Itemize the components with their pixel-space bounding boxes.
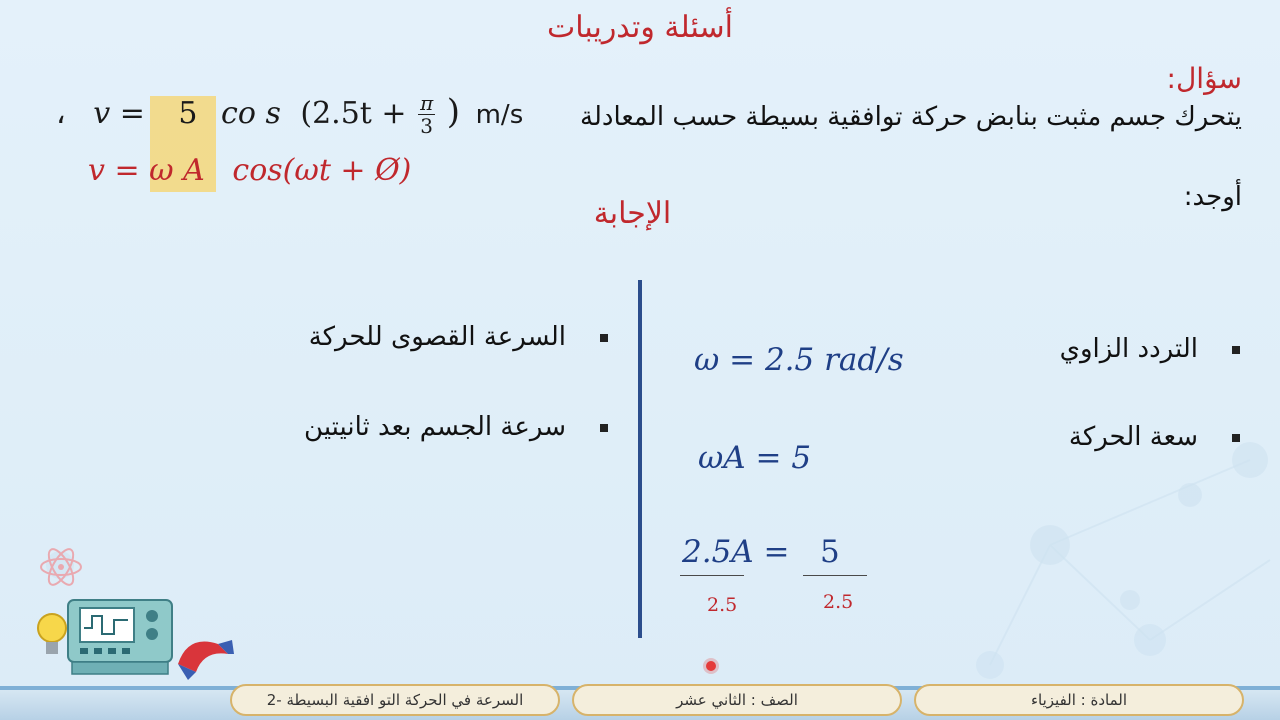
- bullet-icon: [1232, 346, 1240, 354]
- work-fraction-line-left: [680, 575, 744, 576]
- right-item-amplitude: [1069, 422, 1240, 452]
- footer-grade: الصف : الثاني عشر: [572, 684, 902, 716]
- column-divider: [638, 280, 642, 638]
- work-rhs: 5: [820, 534, 840, 570]
- find-label: أوجد:: [1183, 182, 1242, 212]
- bullet-icon: [600, 334, 608, 342]
- bullet-icon: [600, 424, 608, 432]
- footer-subject: المادة : الفيزياء: [914, 684, 1244, 716]
- left-item-label: السرعة القصوى للحركة: [308, 322, 566, 352]
- equation-function: co s: [221, 96, 281, 131]
- equation-fraction: [418, 92, 435, 137]
- equation-unit: m/s: [475, 100, 524, 130]
- pointer-dot: [706, 661, 716, 671]
- left-item-max-speed: [309, 322, 608, 352]
- equation-comma: ،: [56, 96, 66, 131]
- atom-icon: [38, 544, 84, 590]
- right-item-angular-frequency: [1060, 334, 1240, 364]
- left-item-label: سرعة الجسم بعد ثانيتين: [304, 412, 566, 442]
- slide-title: أسئلة وتدريبات: [547, 10, 733, 45]
- lab-equipment-illustration: [28, 594, 244, 690]
- work-lhs: 2.5A =: [682, 534, 790, 570]
- given-equation: [56, 92, 523, 137]
- question-text: يتحرك جسم مثبت بنابض حركة توافقية بسيطة حسب المعادلة: [580, 102, 1242, 132]
- footer-lesson: السرعة في الحركة التو افقية البسيطة -2: [230, 684, 560, 716]
- general-eq-highlight: ω A: [149, 153, 205, 188]
- general-eq-rest: cos(ωt + Ø): [232, 153, 412, 188]
- work-divisor-left: 2.5: [707, 594, 738, 616]
- question-label: سؤال:: [1166, 62, 1242, 95]
- general-eq-lhs: v =: [88, 153, 150, 188]
- general-velocity-equation: [88, 153, 411, 188]
- amplitude-result: ωA = 5: [698, 440, 812, 476]
- work-fraction-line-right: [803, 575, 867, 576]
- angular-frequency-result: ω = 2.5 rad/s: [694, 342, 904, 378]
- equation-lhs: v =: [93, 96, 145, 131]
- equation-argument: (2.5t +: [300, 96, 407, 131]
- fraction-numerator: π: [420, 91, 434, 115]
- left-item-speed-after-two-seconds: [304, 412, 608, 442]
- answer-title: الإجابة: [593, 196, 672, 231]
- equation-amplitude: 5: [178, 96, 198, 131]
- right-item-label: سعة الحركة: [1068, 422, 1198, 452]
- equation-close-paren: ): [446, 92, 461, 132]
- fraction-denominator: 3: [420, 114, 434, 138]
- work-divisor-right: 2.5: [823, 591, 854, 613]
- bullet-icon: [1232, 434, 1240, 442]
- right-item-label: التردد الزاوي: [1059, 334, 1198, 364]
